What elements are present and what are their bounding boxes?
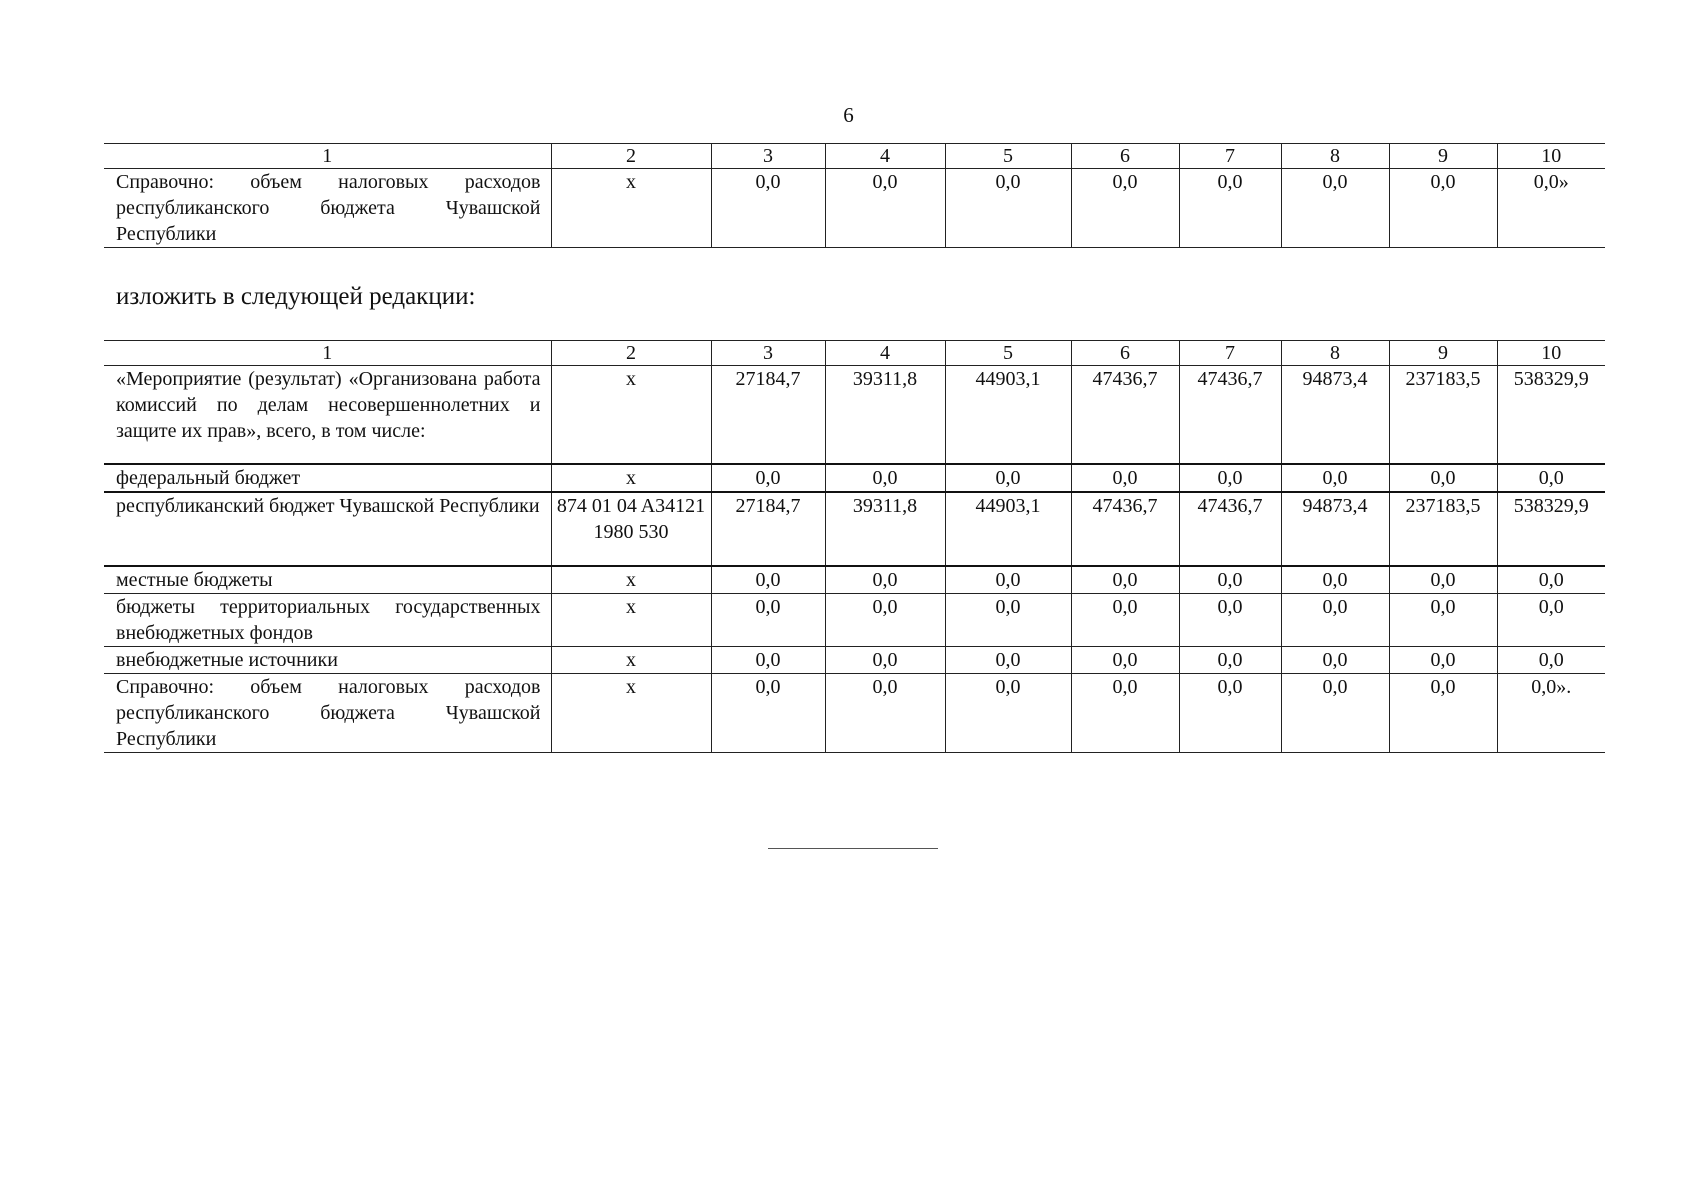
value-cell: 0,0 [1497, 566, 1605, 594]
value-cell: 39311,8 [825, 492, 945, 566]
column-header: 9 [1389, 144, 1497, 169]
value-cell: 0,0 [1281, 593, 1389, 646]
value-cell: 0,0 [1389, 593, 1497, 646]
value-cell: 0,0 [1179, 566, 1281, 594]
row-description: федеральный бюджет [104, 464, 551, 492]
table-row [104, 464, 1605, 492]
value-cell: 0,0 [945, 464, 1071, 492]
value-cell: 0,0 [1071, 673, 1179, 752]
value-cell: 0,0 [825, 673, 945, 752]
value-cell: 0,0 [1179, 646, 1281, 673]
value-cell: 39311,8 [825, 366, 945, 464]
budget-code: x [551, 646, 711, 673]
value-cell: 44903,1 [945, 366, 1071, 464]
value-cell: 0,0 [1389, 566, 1497, 594]
value-cell: 47436,7 [1071, 366, 1179, 464]
column-header: 10 [1497, 341, 1605, 366]
value-cell: 0,0 [711, 593, 825, 646]
value-cell: 538329,9 [1497, 366, 1605, 464]
column-header: 7 [1179, 144, 1281, 169]
value-cell: 0,0 [945, 169, 1071, 248]
value-cell: 0,0» [1497, 169, 1605, 248]
budget-code: x [551, 566, 711, 594]
value-cell: 0,0 [1389, 673, 1497, 752]
value-cell: 0,0 [1497, 593, 1605, 646]
value-cell: 0,0 [1071, 646, 1179, 673]
intro-text: изложить в следующей редакции: [116, 283, 476, 310]
column-header: 7 [1179, 341, 1281, 366]
value-cell: 0,0 [1389, 464, 1497, 492]
column-header: 2 [551, 341, 711, 366]
budget-code: x [551, 464, 711, 492]
column-header: 2 [551, 144, 711, 169]
column-header: 6 [1071, 144, 1179, 169]
budget-code: 874 01 04 A341211980 530 [551, 492, 711, 566]
row-description: внебюджетные источники [104, 646, 551, 673]
column-header: 1 [104, 341, 551, 366]
column-header: 10 [1497, 144, 1605, 169]
column-header: 8 [1281, 341, 1389, 366]
column-header: 6 [1071, 341, 1179, 366]
row-description: местные бюджеты [104, 566, 551, 594]
row-description: бюджеты территориальных государственных внебюджетных фондов [104, 593, 551, 646]
value-cell: 0,0 [945, 673, 1071, 752]
column-header: 9 [1389, 341, 1497, 366]
value-cell: 94873,4 [1281, 492, 1389, 566]
value-cell: 0,0 [1497, 646, 1605, 673]
table-after-body [104, 341, 1605, 753]
value-cell: 0,0 [825, 646, 945, 673]
value-cell: 0,0 [711, 464, 825, 492]
value-cell: 0,0 [1179, 464, 1281, 492]
value-cell: 0,0 [711, 169, 825, 248]
budget-code: x [551, 593, 711, 646]
budget-code: x [551, 169, 711, 248]
column-header: 4 [825, 144, 945, 169]
table-before [104, 143, 1605, 248]
column-header: 4 [825, 341, 945, 366]
value-cell: 47436,7 [1179, 492, 1281, 566]
value-cell: 0,0 [1179, 673, 1281, 752]
value-cell: 47436,7 [1179, 366, 1281, 464]
column-header: 5 [945, 341, 1071, 366]
value-cell: 27184,7 [711, 492, 825, 566]
column-header: 1 [104, 144, 551, 169]
value-cell: 0,0 [1281, 646, 1389, 673]
value-cell: 0,0 [825, 169, 945, 248]
footer-divider [768, 848, 938, 849]
value-cell: 0,0 [1071, 593, 1179, 646]
value-cell: 0,0». [1497, 673, 1605, 752]
value-cell: 0,0 [825, 593, 945, 646]
header-row [104, 341, 1605, 366]
row-description: республиканский бюджет Чувашской Республики [104, 492, 551, 566]
table-row [104, 366, 1605, 464]
row-description: Справочно: объем налоговых расходов республиканского бюджета Чувашской Республики [104, 673, 551, 752]
value-cell: 0,0 [1281, 566, 1389, 594]
value-cell: 0,0 [1071, 464, 1179, 492]
value-cell: 0,0 [945, 566, 1071, 594]
page-number: 6 [843, 103, 854, 127]
budget-code: x [551, 366, 711, 464]
table-before-body [104, 144, 1605, 248]
value-cell: 0,0 [1497, 464, 1605, 492]
value-cell: 0,0 [945, 646, 1071, 673]
value-cell: 27184,7 [711, 366, 825, 464]
value-cell: 0,0 [1179, 169, 1281, 248]
value-cell: 0,0 [825, 566, 945, 594]
value-cell: 0,0 [1281, 169, 1389, 248]
value-cell: 0,0 [1071, 566, 1179, 594]
value-cell: 0,0 [711, 566, 825, 594]
value-cell: 538329,9 [1497, 492, 1605, 566]
column-header: 3 [711, 144, 825, 169]
column-header: 8 [1281, 144, 1389, 169]
value-cell: 237183,5 [1389, 366, 1497, 464]
column-header: 5 [945, 144, 1071, 169]
value-cell: 0,0 [945, 593, 1071, 646]
value-cell: 0,0 [1389, 646, 1497, 673]
value-cell: 0,0 [711, 646, 825, 673]
table-row [104, 169, 1605, 248]
value-cell: 0,0 [1281, 464, 1389, 492]
table-row [104, 593, 1605, 646]
budget-code: x [551, 673, 711, 752]
value-cell: 94873,4 [1281, 366, 1389, 464]
value-cell: 0,0 [711, 673, 825, 752]
row-description: Справочно: объем налоговых расходов республиканского бюджета Чувашской Республики [104, 169, 551, 248]
value-cell: 47436,7 [1071, 492, 1179, 566]
value-cell: 0,0 [825, 464, 945, 492]
table-row [104, 566, 1605, 594]
value-cell: 0,0 [1389, 169, 1497, 248]
value-cell: 0,0 [1071, 169, 1179, 248]
header-row [104, 144, 1605, 169]
table-row [104, 492, 1605, 566]
table-row [104, 646, 1605, 673]
column-header: 3 [711, 341, 825, 366]
value-cell: 0,0 [1281, 673, 1389, 752]
value-cell: 237183,5 [1389, 492, 1497, 566]
value-cell: 0,0 [1179, 593, 1281, 646]
table-after [104, 340, 1605, 753]
row-description: «Мероприятие (результат) «Организована работа комиссий по делам несовершеннолетних и защите их прав», всего, в том числе: [104, 366, 551, 464]
value-cell: 44903,1 [945, 492, 1071, 566]
table-row [104, 673, 1605, 752]
